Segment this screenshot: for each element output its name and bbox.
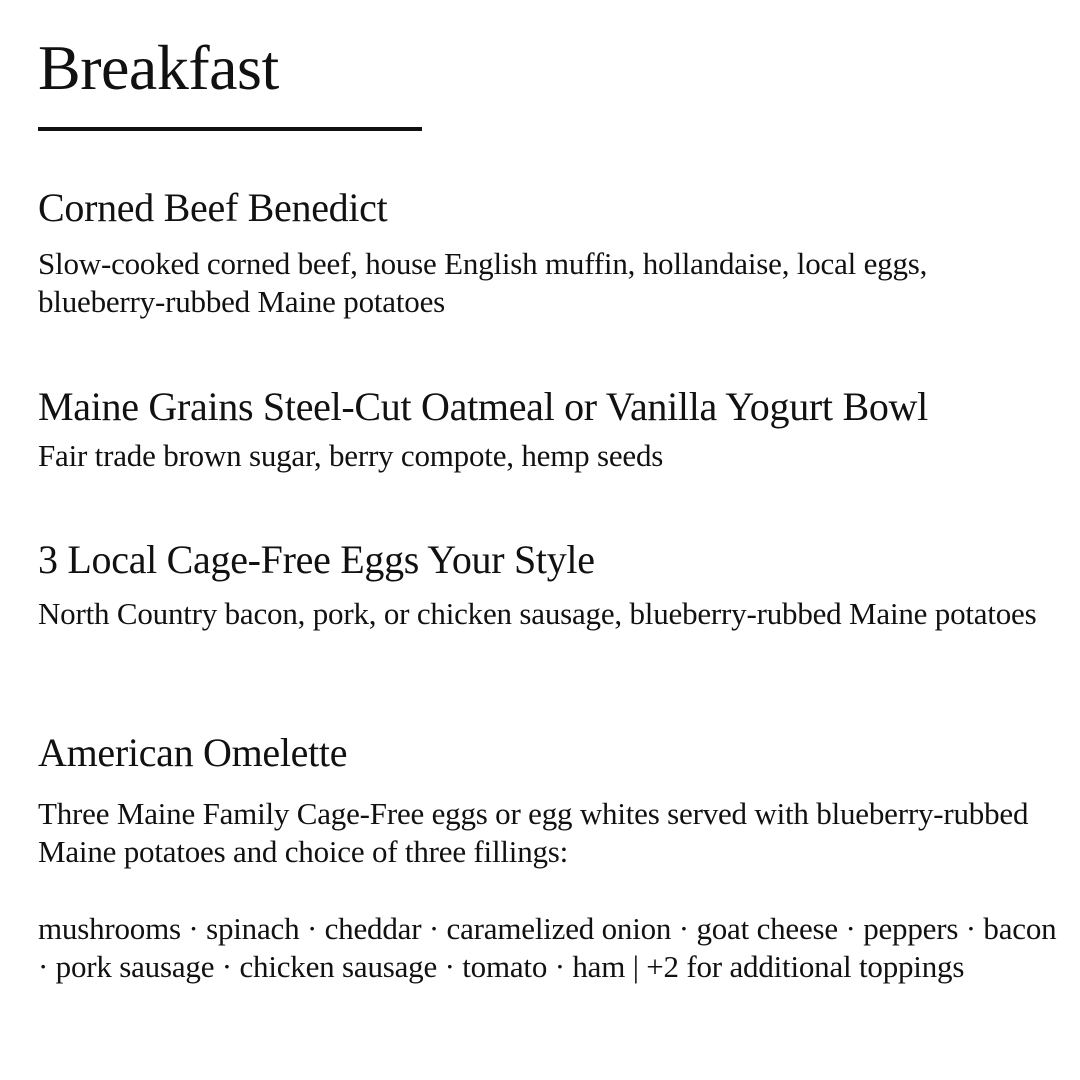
menu-item-name: American Omelette [38,730,348,775]
breakfast-menu [38,0,1058,1080]
omelette-fillings-list: mushrooms · spinach · cheddar · caramelized onion · goat cheese · peppers · bacon · pork sausage · chicken sausage · tomato · ham | +2 for additional toppings [38,911,1057,984]
menu-item-name: 3 Local Cage-Free Eggs Your Style [38,537,595,582]
menu-item-description: Fair trade brown sugar, berry compote, hemp seeds [38,438,664,473]
menu-item-name: Maine Grains Steel-Cut Oatmeal or Vanilla Yogurt Bowl [38,384,928,429]
menu-item-name: Corned Beef Benedict [38,185,388,230]
menu-title: Breakfast [38,32,279,103]
menu-item-description: Three Maine Family Cage-Free eggs or egg whites served with blueberry-rubbed Maine potatoes and choice of three fillings: [38,796,1029,869]
title-divider [38,127,422,131]
menu-item-description: North Country bacon, pork, or chicken sausage, blueberry-rubbed Maine potatoes [38,596,1037,631]
menu-item-description: Slow-cooked corned beef, house English muffin, hollandaise, local eggs, blueberry-rubbed Maine potatoes [38,246,928,319]
